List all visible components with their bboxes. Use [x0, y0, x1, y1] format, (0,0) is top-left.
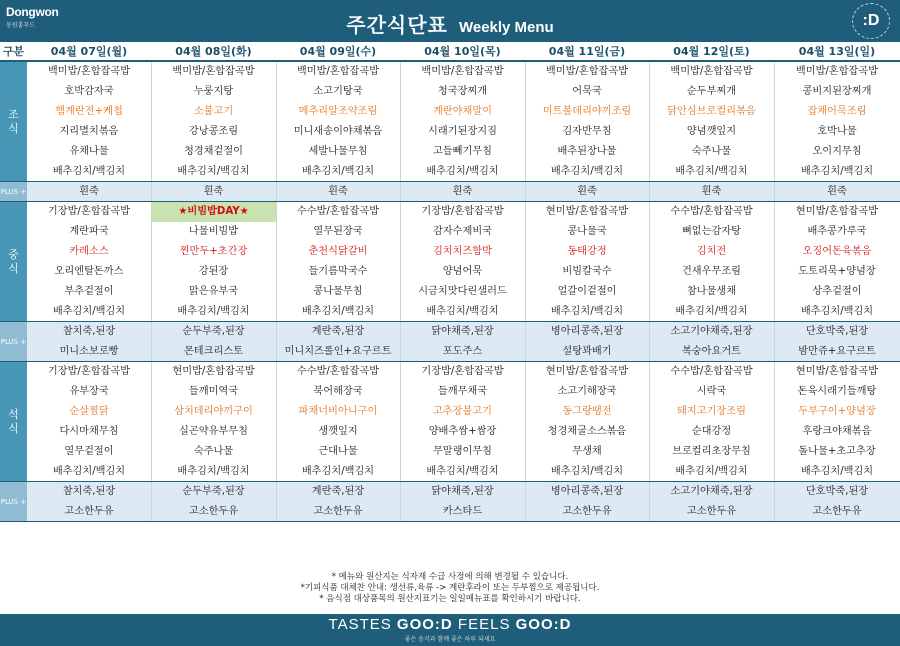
- menu-item: 밤만쥬+요구르트: [798, 346, 876, 357]
- menu-item: 고소한두유: [562, 506, 612, 517]
- menu-item: 강낭콩조림: [188, 126, 239, 137]
- menu-item: 백미밥/혼합잡곡밥: [421, 66, 504, 77]
- menu-item: 닭야채죽,된장: [431, 486, 494, 497]
- menu-item: 현미밥/혼합잡곡밥: [545, 366, 629, 377]
- menu-item: 배추된장나물: [557, 146, 617, 157]
- footer-subtext: 좋은 음식과 함께 좋은 하루 되세요: [404, 636, 496, 643]
- menu-item: 김자반무침: [562, 126, 612, 137]
- menu-item: 참치죽,된장: [62, 486, 116, 497]
- menu-row: [27, 362, 900, 382]
- menu-row: [27, 242, 900, 262]
- menu-item: 계란야채말이: [432, 106, 493, 117]
- day-header-cell: 04월 10일(목): [400, 42, 525, 62]
- menu-item: 삼치데리야끼구이: [174, 406, 253, 417]
- menu-item: 고소한두유: [313, 506, 363, 517]
- menu-item: 흰죽: [203, 186, 224, 197]
- menu-item: 배추김치/백김치: [301, 466, 375, 477]
- slogan-part: FEELS: [452, 616, 516, 633]
- menu-item: 백미밥/혼합잡곡밥: [670, 66, 753, 77]
- menu-item: 카레소스: [69, 246, 109, 257]
- menu-item: 동그랑땡전: [562, 406, 612, 417]
- day-header-cell: 04월 11일(금): [525, 42, 649, 62]
- menu-item: 수수밥/혼합잡곡밥: [296, 366, 380, 377]
- menu-item: 숙주나물: [691, 146, 732, 157]
- menu-row: [27, 162, 900, 182]
- menu-item: 닭야채죽,된장: [431, 326, 494, 337]
- menu-item: 복숭아요거트: [681, 346, 742, 357]
- menu-row: [27, 482, 900, 502]
- menu-item: 브로컬리초장무침: [672, 446, 751, 457]
- menu-item: 흰죽: [328, 186, 348, 197]
- plus-section: [0, 482, 900, 522]
- menu-item: 실곤약유부무침: [179, 426, 248, 437]
- menu-item: 지리멸치볶음: [59, 126, 119, 137]
- menu-item: 오리엔탈돈까스: [54, 266, 124, 277]
- menu-item: 고추장불고기: [432, 406, 493, 417]
- menu-item: 흰죽: [79, 186, 99, 197]
- menu-item: 고소한두유: [64, 506, 114, 517]
- footer-bar: [0, 614, 900, 646]
- menu-item: 포도주스: [442, 346, 483, 357]
- menu-row: [27, 282, 900, 302]
- day-header-cell: 04월 13일(일): [774, 42, 900, 62]
- meal-section: [0, 362, 900, 482]
- menu-item: 미니치즈롤인+요구르트: [284, 346, 392, 357]
- day-header-cell: 04월 07일(월): [27, 42, 151, 62]
- day-header-cell: 04월 09일(수): [276, 42, 400, 62]
- menu-item: 흰죽: [577, 186, 597, 197]
- section-divider: [0, 521, 900, 522]
- menu-item: 현미밥/혼합잡곡밥: [545, 206, 629, 217]
- menu-row: [27, 82, 900, 102]
- menu-item: 소고기야채죽,된장: [670, 486, 753, 497]
- menu-item: 메추리알조약조림: [298, 106, 378, 117]
- menu-item: 계란죽,된장: [311, 326, 365, 337]
- plus-section: [0, 182, 900, 202]
- menu-item: 백미밥/혼합잡곡밥: [172, 66, 255, 77]
- menu-item: 오이지무침: [812, 146, 862, 157]
- menu-item: 소고기탕국: [313, 86, 363, 97]
- menu-item: 무생채: [572, 446, 602, 457]
- menu-row: [27, 402, 900, 422]
- note-line: * 음식점 대상품목의 원산지표기는 일일메뉴표를 확인하시기 바랍니다.: [319, 594, 581, 604]
- menu-item: 소고기야채죽,된장: [670, 326, 753, 337]
- menu-item: 순대강정: [691, 426, 732, 437]
- section-label-text: 석식: [8, 408, 19, 435]
- menu-item: 순두부죽,된장: [182, 326, 245, 337]
- day-header-row: [0, 42, 900, 62]
- menu-item: 순두부찌개: [686, 86, 737, 97]
- menu-row: [27, 102, 900, 122]
- menu-item: 열무겉절이: [64, 446, 114, 457]
- menu-item: 배추콩가루국: [807, 226, 867, 237]
- menu-item: 현미밥/혼합잡곡밥: [795, 366, 879, 377]
- menu-item: 오징어돈육볶음: [802, 246, 872, 257]
- menu-row: [27, 502, 900, 522]
- menu-item: 배추김치/백김치: [177, 466, 250, 477]
- menu-item: 미니소보로빵: [59, 346, 119, 357]
- menu-item: 기장밥/혼합잡곡밥: [47, 366, 131, 377]
- menu-item: 백미밥/혼합잡곡밥: [545, 66, 629, 77]
- menu-item: 시금치맛다린샐러드: [418, 286, 507, 297]
- menu-item: 미트볼데리야끼조림: [542, 106, 632, 117]
- section-label-text: PLUS +: [0, 338, 27, 346]
- menu-item: 백미밥/혼합잡곡밥: [296, 66, 380, 77]
- menu-item: 호박나물: [817, 126, 857, 137]
- menu-item: 소고기해장국: [557, 386, 617, 397]
- menu-row: [27, 262, 900, 282]
- menu-row: [27, 302, 900, 322]
- menu-row: [27, 122, 900, 142]
- menu-item: 설탕꽈배기: [562, 346, 612, 357]
- menu-item: 배추김치/백김치: [800, 306, 874, 317]
- menu-item: 맑은유부국: [188, 286, 239, 297]
- menu-item: 배추김치/백김치: [177, 306, 250, 317]
- menu-item: 병아리콩죽,된장: [550, 326, 624, 337]
- menu-item: 유부장국: [69, 386, 109, 397]
- menu-row: [27, 462, 900, 482]
- menu-row: [27, 142, 900, 162]
- note-line: *기피식품 대체찬 안내: 생선류,육류 -> 계란후라이 또는 두부찜으로 제공됩니다.: [300, 583, 600, 593]
- menu-item: 계란죽,된장: [311, 486, 365, 497]
- note-line: * 메뉴와 원산지는 식자재 수급 사정에 의해 변경될 수 있습니다.: [331, 572, 569, 582]
- menu-item: 수수밥/혼합잡곡밥: [670, 366, 753, 377]
- menu-item: 들깨미역국: [188, 386, 239, 397]
- menu-item: 김치전: [696, 246, 727, 257]
- menu-item: 현미밥/혼합잡곡밥: [795, 206, 879, 217]
- menu-item: 시락국: [696, 386, 727, 397]
- section-label: [0, 482, 27, 522]
- section-label: [0, 182, 27, 202]
- menu-item: 배추김치/백김치: [301, 306, 375, 317]
- menu-item: 들깨무채국: [437, 386, 488, 397]
- menu-item: 고소한두유: [812, 506, 862, 517]
- menu-item: 호박감자국: [64, 86, 114, 97]
- menu-item: 배추김치/백김치: [675, 166, 748, 177]
- menu-item: 콩나물무침: [313, 286, 363, 297]
- menu-item: 배추김치/백김치: [52, 166, 126, 177]
- menu-item: 카스타드: [442, 506, 483, 517]
- menu-item: 얼갈이겉절이: [557, 286, 617, 297]
- menu-row: [27, 342, 900, 362]
- menu-item: 청경채겉절이: [183, 146, 244, 157]
- menu-item: 배추김치/백김치: [675, 306, 748, 317]
- section-label: [0, 62, 27, 182]
- header-bar: [0, 0, 900, 42]
- menu-item: 흰죽: [701, 186, 722, 197]
- section-label-text: 조식: [8, 108, 19, 135]
- menu-item: 상추겉절이: [812, 286, 862, 297]
- day-header-cell: 04월 12일(토): [649, 42, 774, 62]
- menu-row: [27, 422, 900, 442]
- menu-item: 건새우무조림: [681, 266, 742, 277]
- menu-item: 콩비지된장찌개: [802, 86, 872, 97]
- menu-item: 배추김치/백김치: [550, 306, 624, 317]
- menu-item: 두부구이+양념장: [798, 406, 876, 417]
- menu-item: 돼지고기장조림: [677, 406, 746, 417]
- menu-item: 동태강정: [567, 246, 607, 257]
- menu-item: 참나물생채: [686, 286, 737, 297]
- menu-item: 무말랭이무침: [432, 446, 493, 457]
- menu-item: 몬테크리스토: [183, 346, 244, 357]
- menu-item: 콩나물국: [567, 226, 607, 237]
- menu-item: 배추김치/백김치: [426, 466, 499, 477]
- day-header-cell: 04월 08일(화): [151, 42, 276, 62]
- title-korean: 주간식단표: [346, 13, 448, 37]
- menu-item: 잡채어묵조림: [807, 106, 867, 117]
- menu-item: 백미밥/혼합잡곡밥: [795, 66, 879, 77]
- menu-item: 부추겉절이: [64, 286, 114, 297]
- menu-item: 뼈없는감자탕: [681, 226, 742, 237]
- menu-item: 다시마채무침: [59, 426, 119, 437]
- menu-item: 병아리콩죽,된장: [550, 486, 624, 497]
- notes-block: [0, 568, 900, 614]
- menu-item: 배추김치/백김치: [800, 466, 874, 477]
- menu-item: 도토리묵+양념장: [798, 266, 876, 277]
- menu-item: 현미밥/혼합잡곡밥: [172, 366, 255, 377]
- section-label: [0, 362, 27, 482]
- menu-item: 세발나물무침: [308, 146, 368, 157]
- slogan-part: GOO:D: [515, 616, 572, 633]
- menu-item: 미니새송이야채볶음: [293, 126, 383, 137]
- menu-item: 근대나물: [318, 446, 358, 457]
- menu-item: 백미밥/혼합잡곡밥: [47, 66, 131, 77]
- menu-row: [27, 202, 900, 222]
- menu-row: [27, 62, 900, 82]
- menu-item: 생깻잎지: [318, 426, 358, 437]
- section-label-text: 중식: [8, 248, 19, 275]
- menu-item: 청국장찌개: [437, 86, 488, 97]
- menu-item: 춘천식닭갈비: [308, 246, 368, 257]
- menu-item: 순두부죽,된장: [182, 486, 245, 497]
- menu-item: 소불고기: [193, 106, 234, 117]
- menu-row: [27, 322, 900, 342]
- good-badge-icon: :D: [852, 3, 890, 39]
- menu-item: 흰죽: [827, 186, 847, 197]
- menu-row: [27, 222, 900, 242]
- menu-item: 배추김치/백김치: [52, 466, 126, 477]
- menu-item: 어묵국: [572, 86, 602, 97]
- menu-item: 계란파국: [69, 226, 109, 237]
- slogan-part: GOO:D: [396, 616, 453, 633]
- menu-item: 김치치즈함박: [432, 246, 493, 257]
- menu-item: 비빔칼국수: [562, 266, 612, 277]
- logo-subtext: 동원홈푸드: [6, 22, 35, 29]
- section-label-text: PLUS +: [0, 498, 27, 506]
- menu-item: 고소한두유: [188, 506, 239, 517]
- menu-item: 배추김치/백김치: [52, 306, 126, 317]
- menu-item: 기장밥/혼합잡곡밥: [421, 206, 504, 217]
- menu-item: 배추김치/백김치: [426, 166, 499, 177]
- menu-item: 유채나물: [69, 146, 109, 157]
- title-english: Weekly Menu: [458, 19, 554, 36]
- menu-item: 수수밥/혼합잡곡밥: [296, 206, 380, 217]
- logo-text: Dongwon: [6, 5, 59, 19]
- menu-item: 들기름막국수: [308, 266, 368, 277]
- menu-item: 후랑크야채볶음: [802, 426, 872, 437]
- menu-item: 열무된장국: [313, 226, 363, 237]
- menu-item: 닭안심브로컬리볶음: [667, 106, 756, 117]
- menu-item: 수수밥/혼합잡곡밥: [670, 206, 753, 217]
- meal-section: [0, 62, 900, 182]
- menu-item: 배추김치/백김치: [426, 306, 499, 317]
- menu-item: 강된장: [198, 266, 229, 277]
- menu-item: 흰죽: [452, 186, 473, 197]
- menu-item: 찐만두+초간장: [179, 246, 248, 257]
- menu-item: 배추김치/백김치: [177, 166, 250, 177]
- menu-item: 양념어묵: [442, 266, 483, 277]
- menu-item: 고들빼기무침: [432, 146, 493, 157]
- menu-item: 단호박죽,된장: [805, 486, 869, 497]
- section-label-text: PLUS +: [0, 188, 27, 196]
- menu-item: 기장밥/혼합잡곡밥: [421, 366, 504, 377]
- menu-item: 양념깻잎지: [686, 126, 737, 137]
- menu-item: 나물비빔밥: [188, 226, 239, 237]
- menu-row: [27, 442, 900, 462]
- menu-row: [27, 182, 900, 202]
- menu-item: 누룽지탕: [193, 86, 234, 97]
- menu-item: 순살찜닭: [69, 406, 109, 417]
- menu-item: 청경채굴소스볶음: [547, 426, 627, 437]
- menu-item: 고소한두유: [686, 506, 737, 517]
- menu-item: 파채너비아니구이: [298, 406, 378, 417]
- meal-section: [0, 202, 900, 322]
- section-label: [0, 322, 27, 362]
- menu-item: 시래기된장지짐: [428, 126, 497, 137]
- menu-item: 배추김치/백김치: [301, 166, 375, 177]
- menu-item: 양배추쌈+쌈장: [428, 426, 497, 437]
- menu-item: 돌나물+초고추장: [798, 446, 876, 457]
- footer-slogan: [0, 616, 900, 633]
- page-title: [0, 9, 900, 38]
- menu-item: 돈육시래기들깨탕: [797, 386, 877, 397]
- menu-item: 기장밥/혼합잡곡밥: [47, 206, 131, 217]
- section-label: [0, 202, 27, 322]
- menu-item: 배추김치/백김치: [800, 166, 874, 177]
- plus-section: [0, 322, 900, 362]
- menu-item: 감자수제비국: [432, 226, 493, 237]
- menu-item: 숙주나물: [193, 446, 234, 457]
- menu-item: ★비빔밥DAY★: [151, 202, 276, 222]
- slogan-part: TASTES: [328, 616, 397, 633]
- menu-item: 배추김치/백김치: [550, 166, 624, 177]
- corner-label: 구분: [0, 42, 27, 62]
- menu-row: [27, 382, 900, 402]
- menu-item: 단호박죽,된장: [805, 326, 869, 337]
- menu-item: 배추김치/백김치: [675, 466, 748, 477]
- menu-item: 배추김치/백김치: [550, 466, 624, 477]
- menu-item: 북어해장국: [313, 386, 363, 397]
- menu-item: 참치죽,된장: [62, 326, 116, 337]
- menu-item: 햄계란전+케첩: [55, 106, 123, 117]
